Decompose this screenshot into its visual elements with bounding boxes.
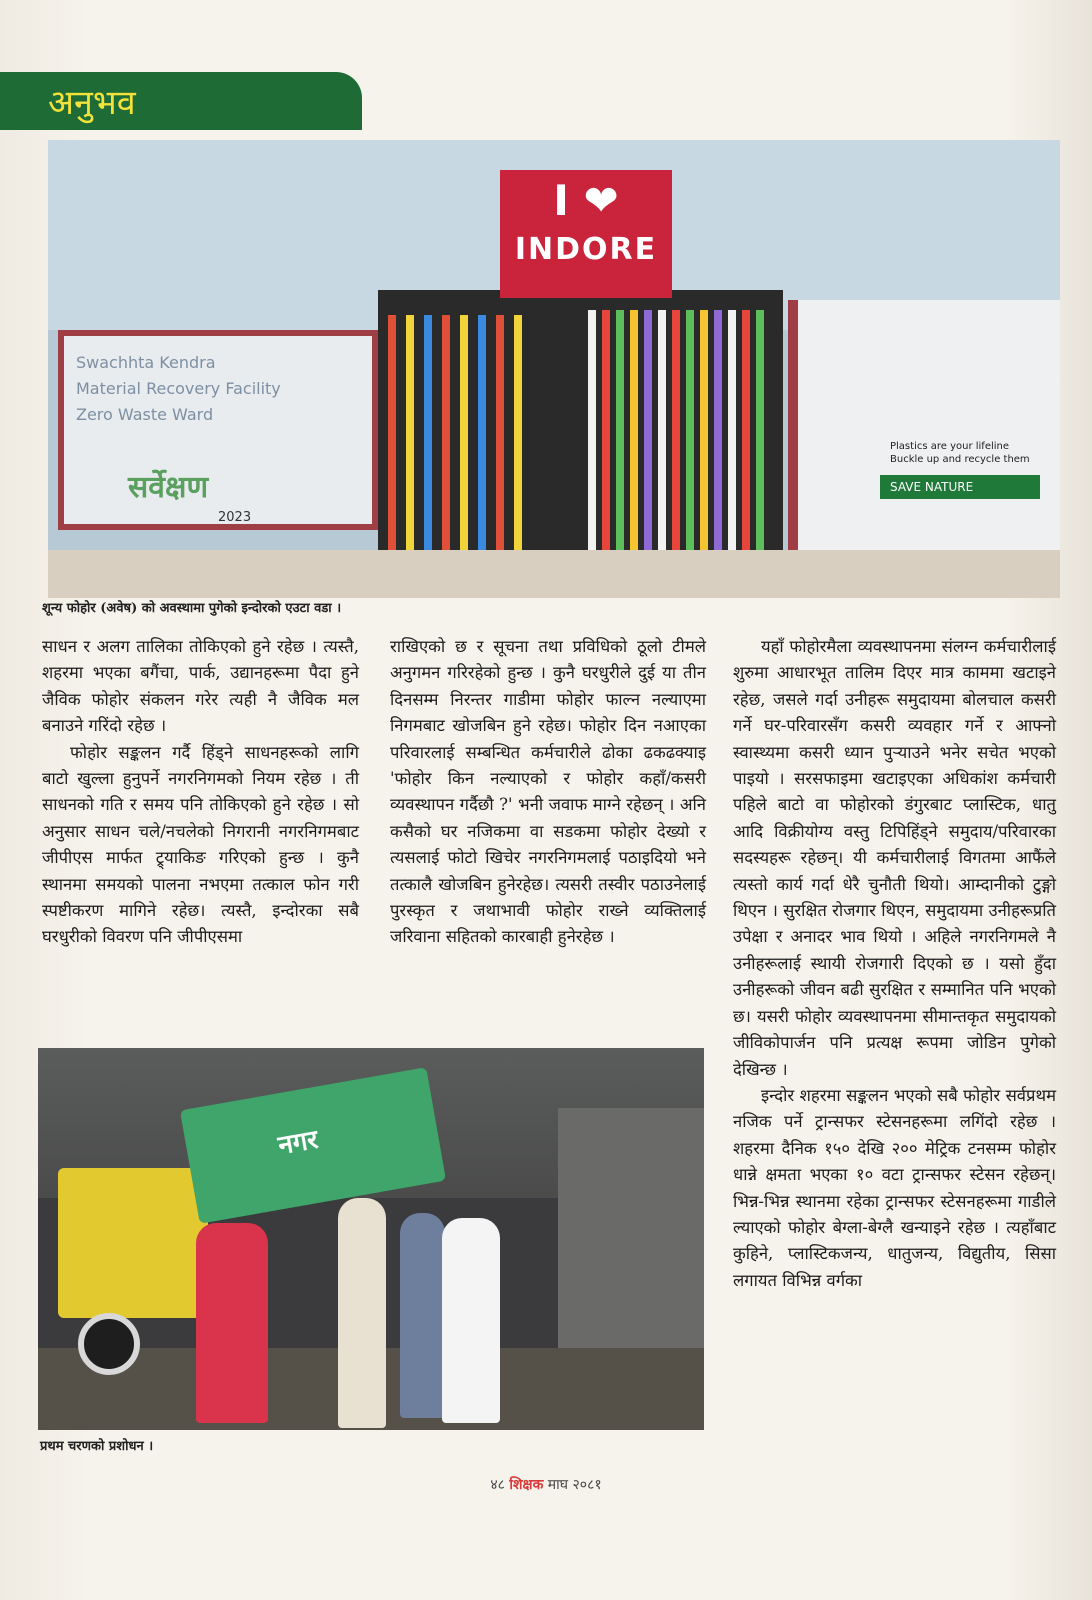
article-column-2	[390, 634, 706, 951]
sign-heart: I ❤	[553, 176, 619, 225]
photo1-caption: शून्य फोहोर (अवेष) को अवस्थामा पुगेको इन्दोरको एउटा वडा ।	[42, 601, 342, 616]
photo-ground	[48, 550, 1060, 598]
i-love-indore-sign	[500, 170, 672, 298]
photo2-caption: प्रथम चरणको प्रशोधन ।	[40, 1439, 154, 1454]
page-footer	[0, 1475, 1092, 1494]
person-red-saree	[196, 1223, 268, 1423]
person-blue-shirt	[400, 1213, 445, 1418]
page-number: ४८	[490, 1477, 505, 1493]
photo-waste-processing	[38, 1048, 704, 1430]
wall-text	[76, 350, 356, 428]
article-column-3	[733, 634, 1056, 1294]
survey-year: 2023	[218, 510, 252, 525]
wall-line-2: Material Recovery Facility	[76, 379, 281, 398]
gate-right-colorful	[588, 310, 768, 560]
gate-left-colorful	[388, 315, 528, 555]
col1-paragraph-2: फोहोर सङ्कलन गर्दै हिंड्ने साधनहरूको लागि बाटो खुल्ला हुनुपर्ने नगरनिगमको नियम रहेछ । ती साधनको गति र समय पनि तोकिएको हुने रहेछ । सो अनुसार साधन चले/नचलेको निगरानी नगरनिगमबाट जीपीएस मार्फत ट्र्याकिङ गरिएको हुन्छ । कुनै स्थानमा समयको पालना नभएमा तत्काल फोन गरी स्पष्टीकरण मागिने रहेछ। त्यस्तै, इन्दोरका सबै घरधुरीको विवरण पनि जीपीएसमा	[42, 742, 359, 947]
wall-line-1: Swachhta Kendra	[76, 353, 216, 372]
issue-date: माघ २०८१	[547, 1477, 602, 1493]
sign-city: INDORE	[514, 232, 658, 267]
section-title: अनुभव	[48, 83, 136, 123]
save-nature-banner: SAVE NATURE	[880, 475, 1040, 499]
wall-right	[788, 300, 1060, 550]
bin-label: नगर	[276, 1124, 321, 1162]
person-white-shirt	[442, 1218, 500, 1423]
person-striped-shirt	[338, 1198, 386, 1428]
wall-line-3: Zero Waste Ward	[76, 405, 214, 424]
plastic-slogan: Plastics are your lifeline Buckle up and recycle them	[890, 441, 1030, 465]
processing-machine	[558, 1108, 704, 1348]
col3-paragraph-2: इन्दोर शहरमा सङ्कलन भएको सबै फोहोर सर्वप्रथम नजिक पर्ने ट्रान्सफर स्टेसनहरूमा लगिंदो रहेछ । शहरमा दैनिक १५० देखि २०० मेट्रिक टनसम्म फोहोर धान्ने क्षमता भएका १० वटा ट्रान्सफर स्टेसन रहेछन्। भिन्न-भिन्न स्थानमा रहेका ट्रान्सफर स्टेसनहरूमा गाडीले ल्याएको फोहोर बेग्ला-बेग्लै खन्याइने रहेछ । त्यहाँबाट कुहिने, प्लास्टिकजन्य, धातुजन्य, विद्युतीय, सिसा लगायत विभिन्न वर्गका	[733, 1085, 1056, 1290]
col1-paragraph-1: साधन र अलग तालिका तोकिएको हुने रहेछ । त्यस्तै, शहरमा भएका बगैंचा, पार्क, उद्यानहरूमा पैदा हुने जैविक फोहोर संकलन गरेर त्यही नै जैविक मल बनाउने गरिंदो रहेछ ।	[42, 637, 359, 736]
section-tab	[0, 72, 362, 130]
survey-text: सर्वेक्षण	[128, 470, 209, 505]
truck-wheel	[78, 1313, 140, 1375]
photo-zero-waste-ward	[48, 140, 1060, 598]
col3-paragraph-1: यहाँ फोहोरमैला व्यवस्थापनमा संलग्न कर्मचारीलाई शुरुमा आधारभूत तालिम दिएर मात्र काममा खटाइने रहेछ, जसले गर्दा उनीहरू समुदायमा बोलचाल कसरी गर्ने घर-परिवारसँग कसरी व्यवहार गर्ने र आफ्नो स्वास्थ्यमा कसरी ध्यान पुऱ्याउने भनेर सचेत भएको पाइयो । सरसफाइमा खटाइएका अधिकांश कर्मचारी पहिले बाटो वा फोहोरको डंगुरबाट प्लास्टिक, धातु आदि विक्रीयोग्य वस्तु टिपिहिंड्ने समुदाय/परिवारका सदस्यहरू रहेछन्। यी कर्मचारीलाई विगतमा आफैंले त्यस्तो कार्य गर्दा धेरै चुनौती थियो। आम्दानीको टुङ्गो थिएन । सुरक्षित रोजगार थिएन, समुदायमा उनीहरूप्रति उपेक्षा र अनादर भाव थियो । अहिले नगरनिगमले नै उनीहरूलाई स्थायी रोजगारी दिएको छ । यसो हुँदा उनीहरूको जीवन बढी सुरक्षित र सम्मानित पनि भएको छ। यसरी फोहोर व्यवस्थापनमा सीमान्तकृत समुदायको जीविकोपार्जन पनि प्रत्यक्ष रूपमा जोडिन पुगेको देखिन्छ ।	[733, 637, 1056, 1079]
yellow-truck	[58, 1168, 208, 1318]
article-column-1	[42, 634, 359, 951]
magazine-name: शिक्षक	[509, 1477, 544, 1493]
col2-paragraph-1: राखिएको छ र सूचना तथा प्रविधिको ठूलो टीमले अनुगमन गरिरहेको हुन्छ । कुनै घरधुरीले दुई या तीन दिनसम्म निरन्तर गाडीमा फोहोर फाल्न नल्याएमा निगमबाट खोजबिन हुने रहेछ। फोहोर दिन नआएका परिवारलाई सम्बन्धित कर्मचारीले ढोका ढकढक्याइ 'फोहोर किन नल्याएको र फोहोर कहाँ/कसरी व्यवस्थापन गर्दैछौ ?' भनी जवाफ माग्ने रहेछन् । अनि कसैको घर नजिकमा वा सडकमा फोहोर देख्यो र त्यसलाई फोटो खिचेर नगरनिगमलाई पठाइदियो भने तत्कालै खोजबिन हुनेरहेछ। त्यसरी तस्वीर पठाउनेलाई पुरस्कृत र जथाभावी फोहोर राख्ने व्यक्तिलाई जरिवाना सहितको कारबाही हुनेरहेछ ।	[390, 637, 706, 947]
